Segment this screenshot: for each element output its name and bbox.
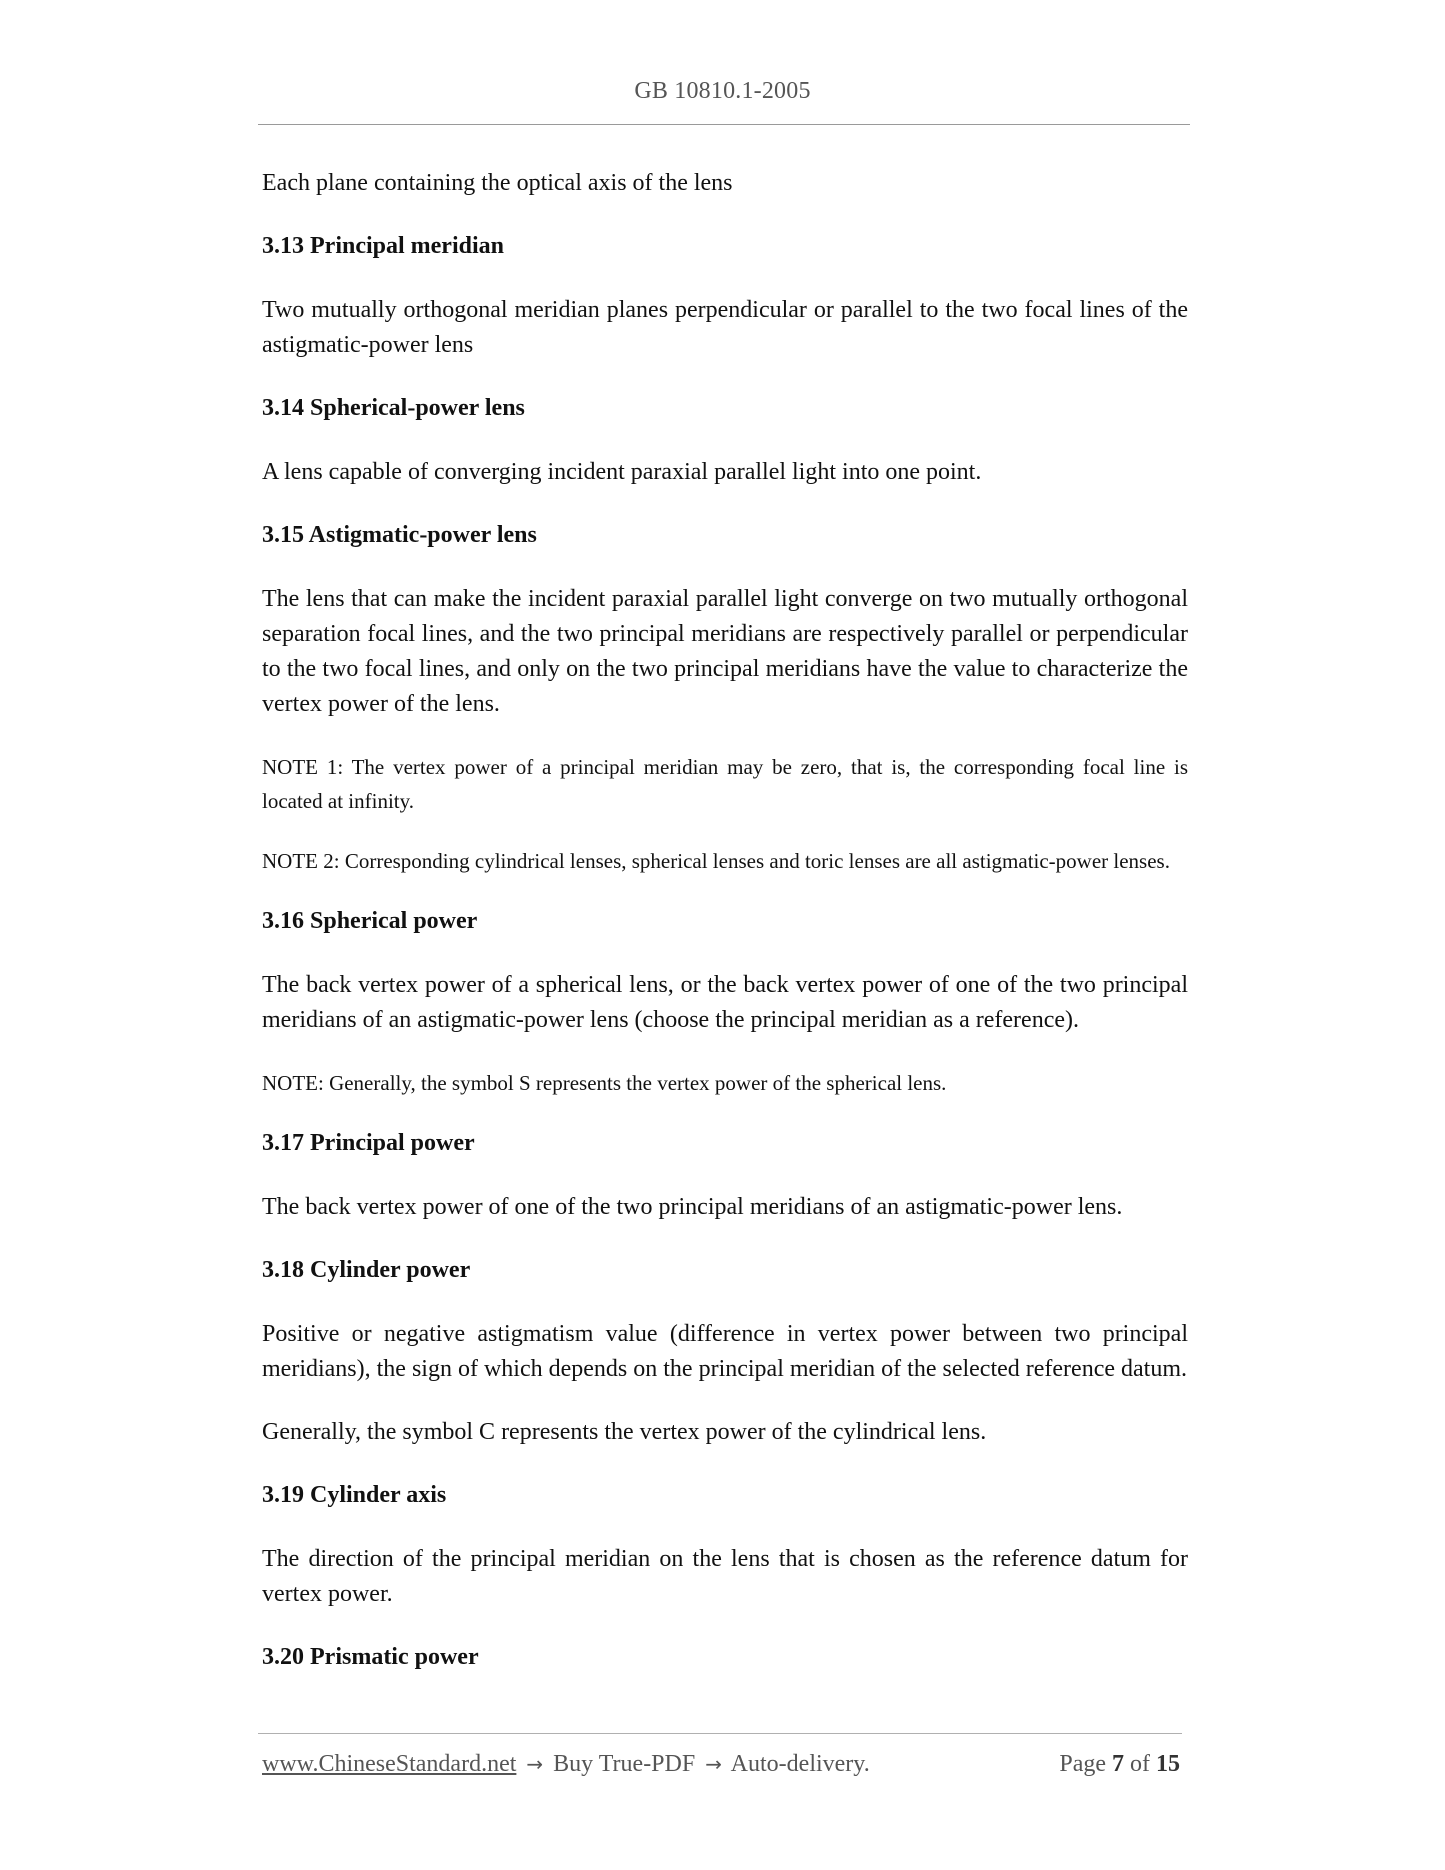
- document-header-title: GB 10810.1-2005: [634, 78, 811, 104]
- definition-3-14-text: A lens capable of converging incident paraxial parallel light into one point.: [262, 459, 982, 485]
- definition-3-15-text: The lens that can make the incident paraxial parallel light converge on two mutually orthogonal separation focal lines, and the two principal meridians are respectively parallel or perpendicular to the two focal lines, and only on the two principal meridians have the value to characterize the vertex power of the lens.: [262, 586, 1188, 717]
- page-current: 7: [1112, 1751, 1124, 1777]
- section-3-16-heading: 3.16 Spherical power: [262, 908, 478, 934]
- section-3-20-heading: 3.20 Prismatic power: [262, 1644, 479, 1670]
- note-3-15-2: NOTE 2: Corresponding cylindrical lenses, spherical lenses and toric lenses are all astigmatic-power lenses.: [262, 849, 1170, 873]
- definition-3-19-text: The direction of the principal meridian on the lens that is chosen as the reference datum for vertex power.: [262, 1546, 1188, 1607]
- definition-3-17-text: The back vertex power of one of the two principal meridians of an astigmatic-power lens.: [262, 1194, 1123, 1220]
- buy-pdf-text: Buy True-PDF: [553, 1751, 696, 1777]
- definition-3-18-symbol-text: Generally, the symbol C represents the vertex power of the cylindrical lens.: [262, 1419, 987, 1445]
- auto-delivery-text: Auto-delivery.: [730, 1751, 870, 1777]
- note-3-16: NOTE: Generally, the symbol S represents the vertex power of the spherical lens.: [262, 1071, 947, 1095]
- page-footer: [262, 1751, 1180, 1778]
- page-of-label: of: [1130, 1751, 1150, 1777]
- definition-3-18-text: Positive or negative astigmatism value (difference in vertex power between two principal meridians), the sign of which depends on the principal meridian of the selected reference datum.: [262, 1321, 1188, 1382]
- footer-promo: [262, 1751, 870, 1778]
- page-number: [1059, 1751, 1180, 1778]
- definition-3-16-text: The back vertex power of a spherical lens, or the back vertex power of one of the two principal meridians of an astigmatic-power lens (choose the principal meridian as a reference).: [262, 972, 1188, 1033]
- document-body: [262, 166, 1188, 1704]
- page-total: 15: [1156, 1751, 1180, 1777]
- arrow-right-icon: →: [526, 1752, 544, 1776]
- section-3-19-heading: 3.19 Cylinder axis: [262, 1482, 447, 1508]
- definition-3-12-text: Each plane containing the optical axis of the lens: [262, 170, 733, 196]
- definition-3-13-text: Two mutually orthogonal meridian planes perpendicular or parallel to the two focal lines of the astigmatic-power lens: [262, 297, 1188, 358]
- section-3-13-heading: 3.13 Principal meridian: [262, 233, 504, 259]
- section-3-14-heading: 3.14 Spherical-power lens: [262, 395, 525, 421]
- page-label: Page: [1059, 1751, 1106, 1777]
- section-3-17-heading: 3.17 Principal power: [262, 1130, 475, 1156]
- arrow-right-icon: →: [705, 1752, 722, 1776]
- footer-divider: [258, 1733, 1182, 1734]
- section-3-18-heading: 3.18 Cylinder power: [262, 1257, 471, 1283]
- note-3-15-1: NOTE 1: The vertex power of a principal meridian may be zero, that is, the corresponding focal line is located at infinity.: [262, 755, 1188, 813]
- header-divider: [258, 124, 1190, 125]
- section-3-15-heading: 3.15 Astigmatic-power lens: [262, 522, 537, 548]
- chinese-standard-link[interactable]: www.ChineseStandard.net: [262, 1751, 517, 1777]
